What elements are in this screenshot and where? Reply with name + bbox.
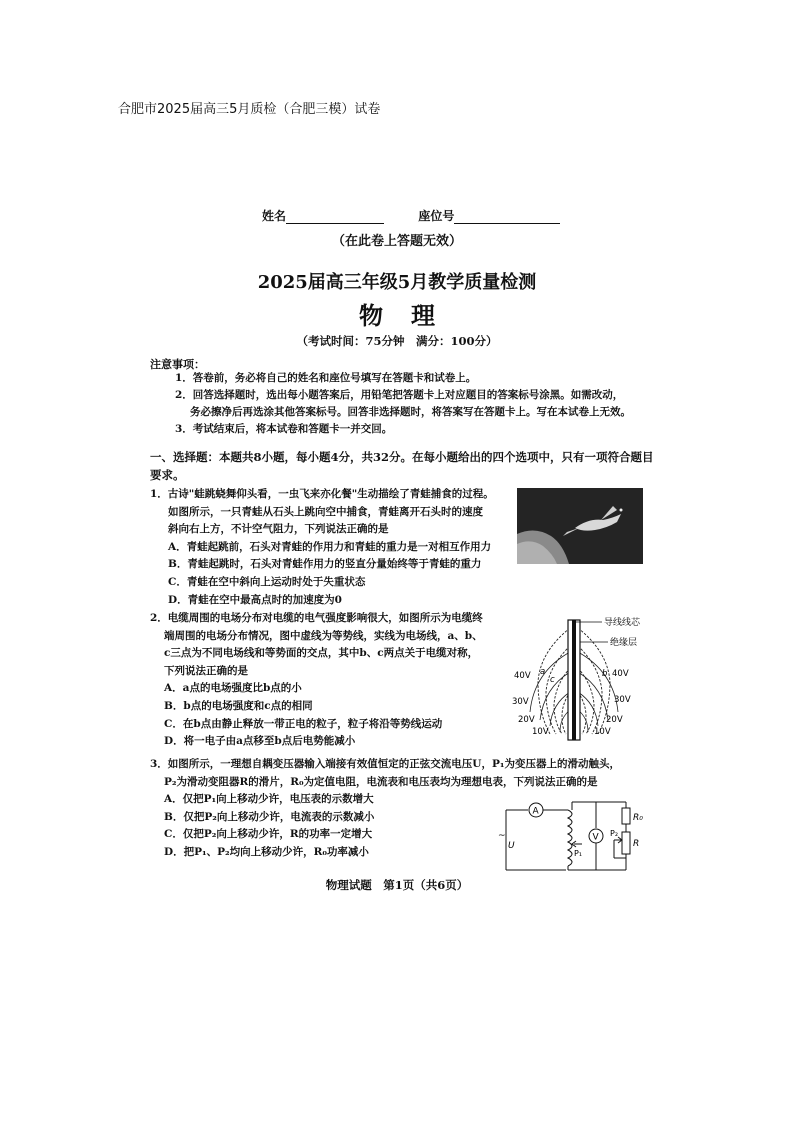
option-b: B．仅把P₂向上移动少许，电流表的示数减小 — [164, 810, 375, 823]
option-d: D．将一电子由a点移至b点后电势能减小 — [164, 735, 356, 748]
option-b: B．青蛙起跳时，石头对青蛙作用力的竖直分量始终等于青蛙的重力 — [168, 558, 482, 571]
question-text: 下列说法正确的是 — [164, 664, 248, 677]
option-a: A．a点的电场强度比b点的小 — [164, 682, 302, 695]
notice-item: 2．回答选择题时，选出每小题答案后，用铅笔把答题卡上对应题目的答案标号涂黑。如需改动， — [175, 389, 624, 401]
resistor-r0 — [622, 808, 630, 824]
volt-label: 30V — [512, 697, 529, 707]
label-insulation: 绝缘层 — [610, 638, 638, 648]
cable-core — [572, 620, 576, 740]
ammeter-label: A — [532, 806, 539, 817]
question-text: 1．古诗"蛙跳蛲舞仰头看，一虫飞来亦化餐"生动描绘了青蛙捕食的过程。 — [150, 488, 494, 500]
name-blank — [286, 211, 384, 224]
r0-label: R₀ — [633, 813, 643, 823]
seat-blank — [454, 211, 560, 224]
cable-field-figure — [510, 612, 660, 742]
seat-label: 座位号 — [418, 209, 455, 223]
point-label: a — [540, 667, 546, 677]
exam-title: 2025届高三年级5月教学质量检测 — [257, 272, 537, 293]
question-text: c三点为不同电场线和等势面的交点，其中b、c两点关于电缆对称， — [164, 647, 479, 660]
notice-item: 务必擦净后再选涂其他答案标号。回答非选择题时，将答案写在答题卡上。写在本试卷上无效。 — [190, 406, 631, 418]
volt-label: 20V — [518, 715, 535, 725]
volt-label: 20V — [606, 715, 623, 725]
invalid-note: （在此卷上答题无效） — [331, 234, 462, 249]
question-1 — [150, 486, 510, 609]
question-text: 斜向右上方，不计空气阻力，下列说法正确的是 — [168, 523, 389, 536]
r-label: R — [633, 839, 640, 849]
option-a: A．青蛙起跳前，石头对青蛙的作用力和青蛙的重力是一对相互作用力 — [168, 540, 492, 553]
notice-item: 1．答卷前，务必将自己的姓名和座位号填写在答题卡和试卷上。 — [175, 372, 477, 384]
volt-label: 40V — [514, 671, 531, 681]
option-c: C．仅把P₂向上移动少许，R的功率一定增大 — [164, 828, 373, 841]
option-b: B．b点的电场强度和c点的相同 — [164, 699, 313, 712]
volt-label: 10V — [532, 727, 549, 737]
resistor-r — [622, 832, 630, 854]
point-label: b — [602, 669, 608, 679]
voltmeter-label: V — [592, 832, 599, 843]
volt-label: 10V — [594, 727, 611, 737]
notice-item: 3．考试结束后，将本试卷和答题卡一并交回。 — [175, 423, 393, 435]
option-c: C．青蛙在空中斜向上运动时处于失重状态 — [168, 575, 366, 588]
question-text: 如图所示，一只青蛙从石头上跳向空中捕食，青蛙离开石头时的速度 — [168, 505, 483, 518]
option-d: D．青蛙在空中最高点时的加速度为0 — [168, 593, 342, 606]
document-title: 合肥市2025届高三5月质检（合肥三模）试卷 — [118, 102, 381, 117]
source-label: U — [508, 841, 515, 851]
frog-photo — [517, 488, 643, 564]
option-c: C．在b点由静止释放一带正电的粒子，粒子将沿等势线运动 — [164, 717, 443, 730]
question-text: 2．电缆周围的电场分布对电缆的电气强度影响很大，如图所示为电缆终 — [150, 612, 483, 624]
p2-label: P₂ — [610, 829, 619, 838]
question-text: P₂为滑动变阻器R的滑片，R₀为定值电阻，电流表和电压表均为理想电表，下列说法正确的是 — [164, 775, 598, 788]
question-2 — [150, 610, 510, 751]
point-label: c — [550, 675, 555, 685]
option-d: D．把P₁、P₂均向上移动少许，R₀功率减小 — [164, 845, 369, 858]
volt-label: 40V — [612, 669, 629, 679]
svg-text:~: ~ — [498, 831, 506, 841]
label-core: 导线线芯 — [604, 618, 641, 628]
section-title: 一、选择题：本题共8小题，每小题4分，共32分。在每小题给出的四个选项中，只有一项符合题目要求。 — [150, 450, 654, 482]
candidate-info-row — [262, 207, 560, 224]
p1-label: P₁ — [574, 849, 583, 858]
volt-label: 30V — [614, 695, 631, 705]
option-a: A．仅把P₁向上移动少许，电压表的示数增大 — [164, 793, 374, 806]
name-label: 姓名 — [262, 209, 287, 223]
exam-info: （考试时间：75分钟 满分：100分） — [296, 334, 498, 348]
notice-title: 注意事项： — [150, 358, 205, 371]
page-footer: 物理试题 第1页（共6页） — [325, 878, 469, 892]
question-text: 3．如图所示，一理想自耦变压器输入端接有效值恒定的正弦交流电压U，P₁为变压器上的滑动触头， — [150, 758, 620, 770]
question-text: 端周围的电场分布情况，图中虚线为等势线，实线为电场线，a、b、 — [164, 629, 483, 642]
transformer-circuit-figure — [496, 796, 652, 876]
subject-title: 物理 — [359, 301, 463, 330]
